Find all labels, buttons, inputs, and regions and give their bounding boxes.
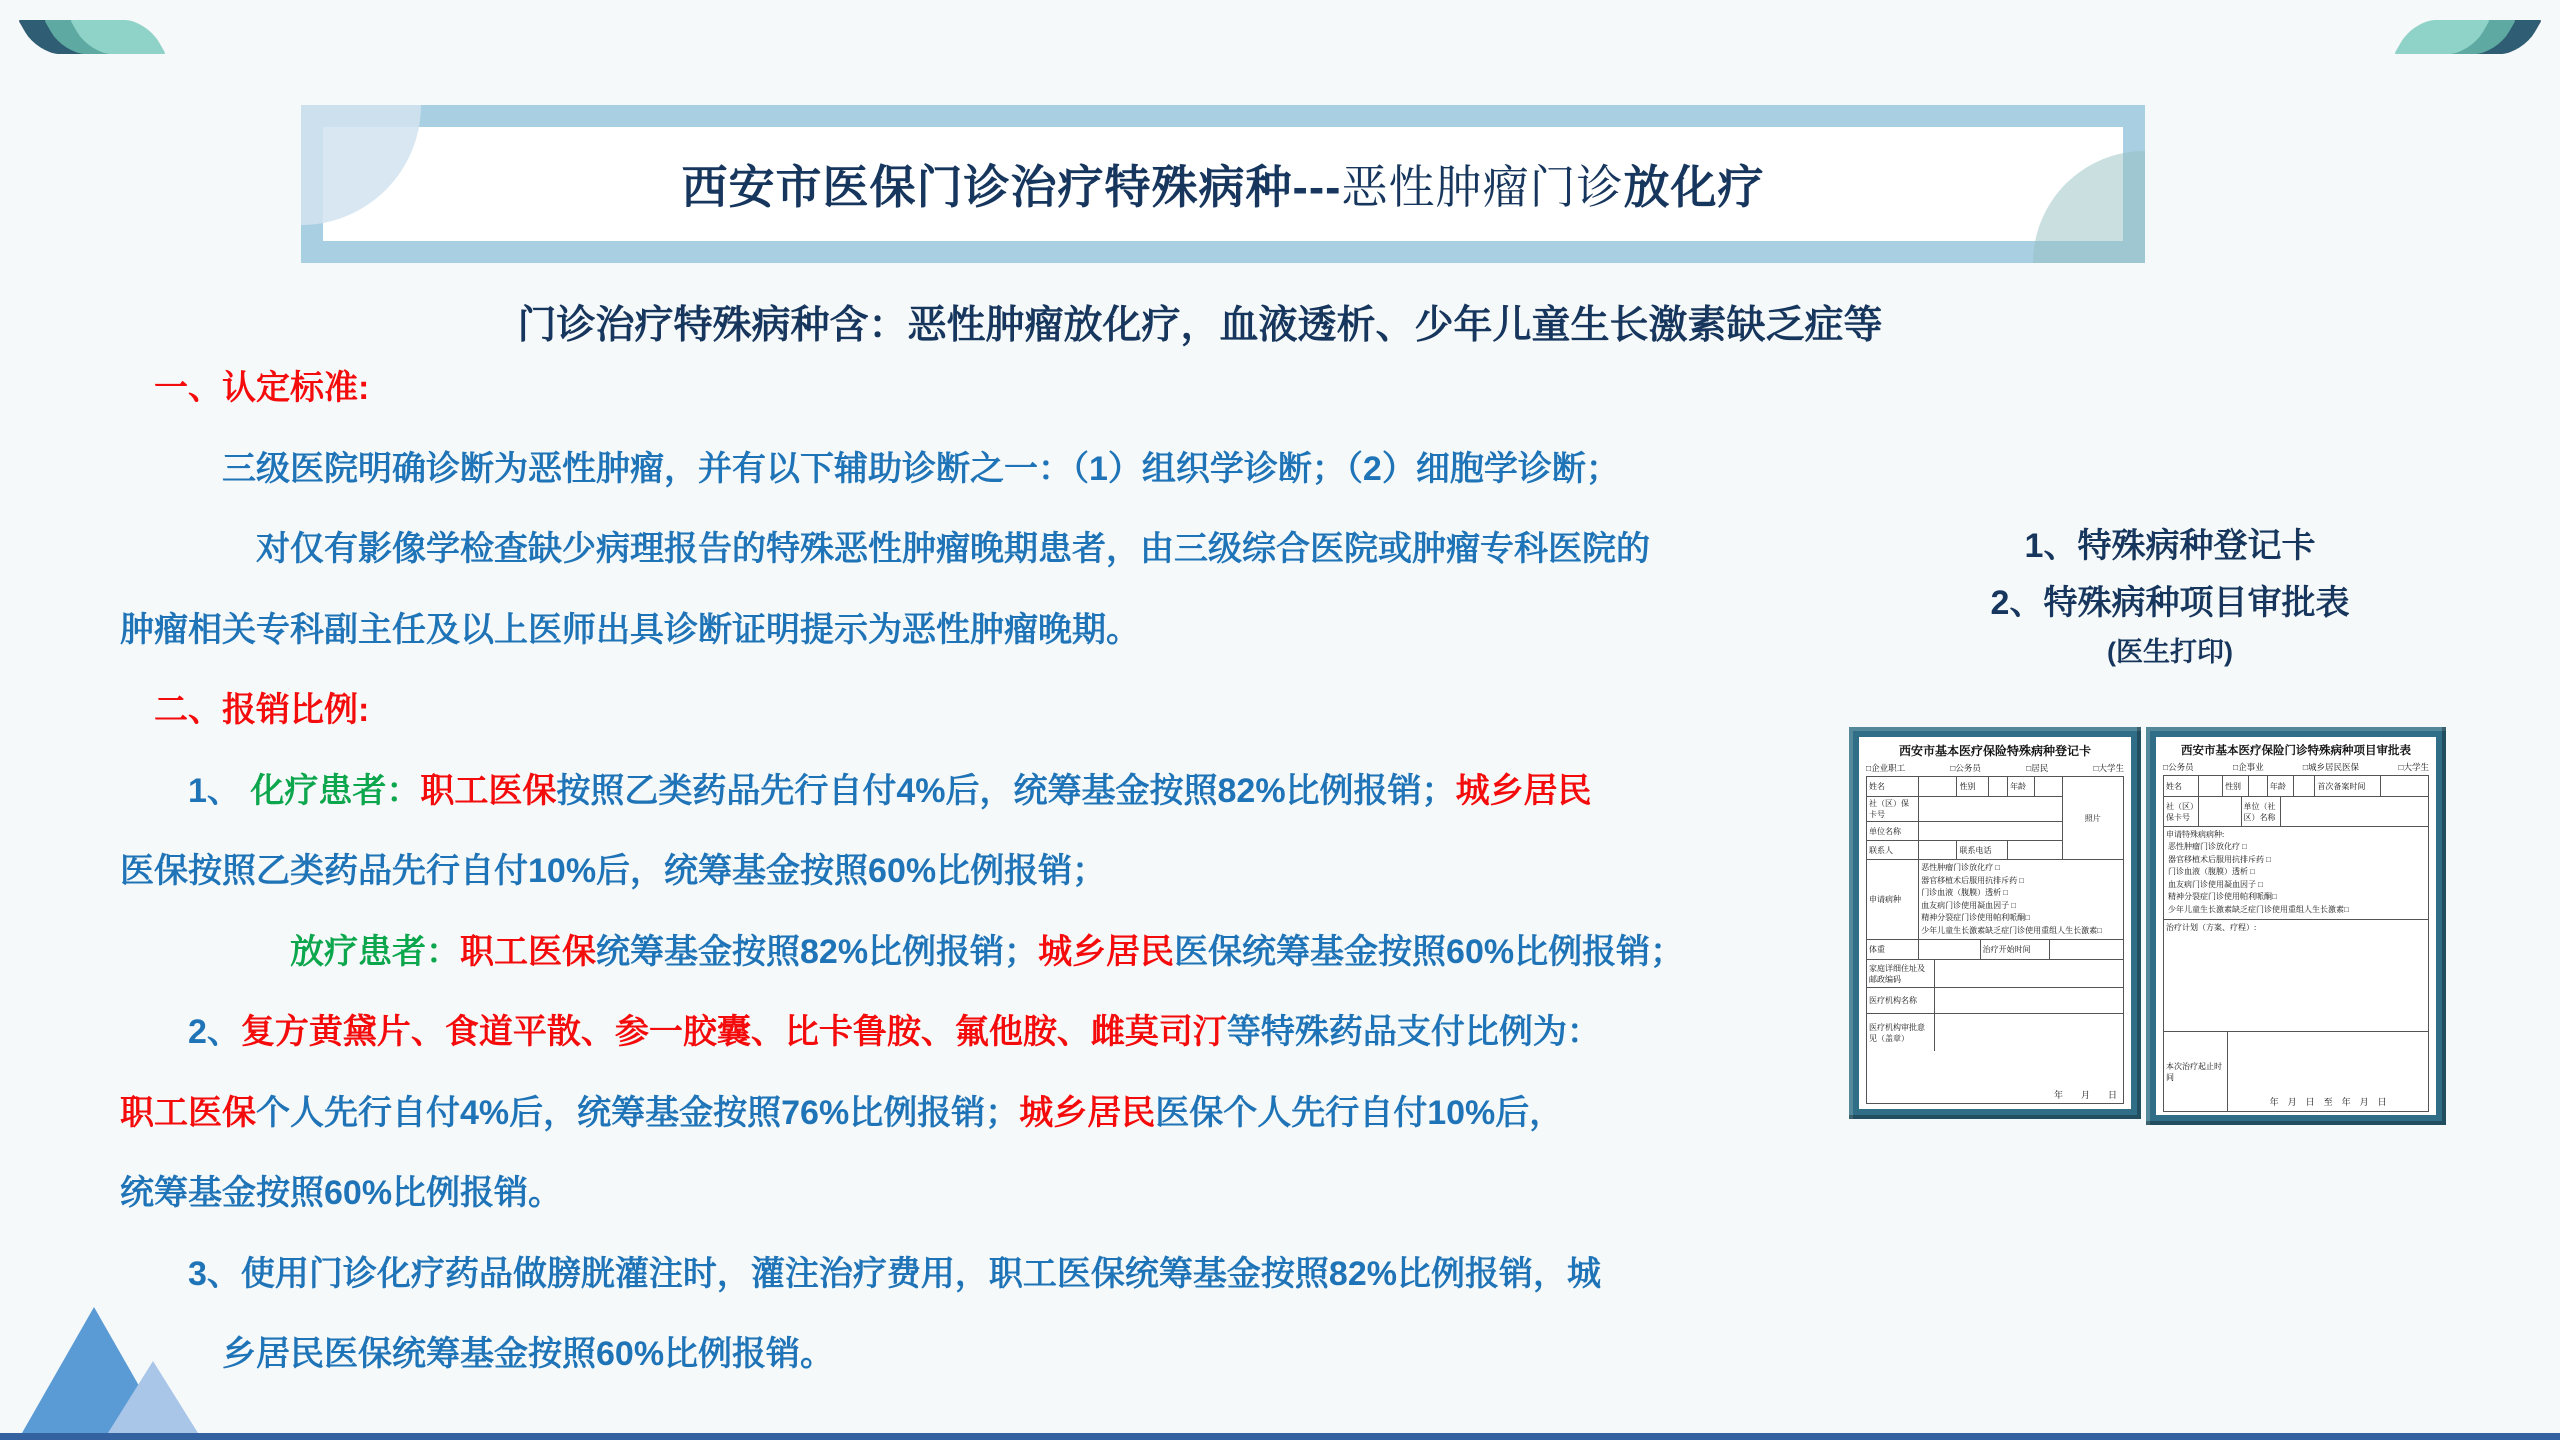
field-disease-label: 申请特殊病病种: [2166,830,2225,839]
text-segment: 对仅有影像学检查缺少病理报告的特殊恶性肿瘤晚期患者，由三级综合医院或肿瘤专科医院的 [120,530,1650,568]
body-line [120,429,1900,510]
field-blank [2280,797,2428,826]
text-segment: 统筹基金按照82%比例报销； [596,932,1039,971]
field-blank [1934,1014,2123,1051]
field-start-time: 治疗开始时间 [1980,940,2049,959]
approval-date-line: 年 月 日 至 年 月 日 [2227,1032,2428,1111]
approval-form-table [2163,775,2429,1112]
field-blank [2293,776,2314,796]
text-segment: 复方黄黛片、食道平散、参一胶囊、比卡鲁胺、氟他胺、雌莫司汀 [240,1013,1227,1051]
approval-form-image [2146,727,2446,1125]
text-segment: 一、认定标准: [120,369,370,407]
field-photo: 照片 [2062,777,2123,859]
field-blank [2034,777,2061,796]
list-item: 少年儿童生长激素缺乏症门诊使用重组人生长激素□ [1921,925,2103,935]
field-employer: 单位（社区）名称 [2241,797,2281,826]
list-item: 精神分裂症门诊使用帕利哌酮□ [1921,913,2031,922]
field-gender: 性别 [1956,777,1987,796]
field-blank [1918,777,1957,796]
bottom-bar [0,1433,2560,1440]
field-approval-opinion: 医疗机构审批意见（盖章） [1869,1022,1925,1043]
body-line [120,509,1900,590]
text-segment: 二、报销比例: [120,691,370,729]
field-age: 年龄 [2267,776,2293,796]
field-hospital: 医疗机构名称 [1869,996,1917,1005]
field-first-record: 首次备案时间 [2314,776,2380,796]
text-segment: 医保个人先行自付10%后， [1155,1093,1564,1132]
body-line [120,590,1900,671]
approval-form-inner [2156,737,2436,1115]
approval-form-categories [2163,761,2429,773]
list-item: 器官移植术后服用抗排斥药 □ [1921,875,2025,885]
registration-card-image [1849,727,2141,1119]
body-line [120,831,1900,912]
side-item-approval-form: 2、特殊病种项目审批表 [1990,584,2350,622]
text-segment: 城乡居民 [1038,932,1175,971]
field-name: 姓名 [2166,781,2182,791]
text-segment: 统筹基金按照60%比例报销。 [120,1174,563,1212]
field-address: 家庭详细住址及邮政编码 [1869,963,1925,984]
field-blank [1918,797,2062,821]
list-item: 器官移植术后服用抗排斥药 □ [2168,854,2271,864]
field-plan-label: 治疗计划（方案、疗程）: [2166,923,2257,932]
text-segment [120,933,290,971]
registration-card-categories [1866,762,2124,774]
disease-list [1918,860,2123,939]
text-segment: 放化疗 [1623,161,1765,213]
list-item: □企业职工 [1866,763,1906,773]
text-segment: 肿瘤相关专科副主任及以上医师出具诊断证明提示为恶性肿瘤晚期。 [120,610,1140,649]
list-item: 门诊血液（腹膜）透析 □ [2168,867,2255,876]
list-item: □公务员 [2163,762,2194,772]
body-line [120,912,1900,993]
list-item: 血友病门诊使用凝血因子 □ [2168,879,2263,889]
field-blank [2198,776,2222,796]
field-weight: 体重 [1869,945,1885,954]
field-blank [2049,940,2123,959]
side-item-registration-card: 1、特殊病种登记卡 [2024,527,2316,565]
field-blank [2248,776,2266,796]
text-segment: 恶性肿瘤门诊 [1341,161,1624,213]
text-segment: 乡居民医保统筹基金按照60%比例报销。 [120,1335,835,1373]
list-item: □企事业 [2232,762,2264,772]
list-item: 恶性肿瘤门诊放化疗 □ [2168,842,2247,851]
field-blank [1934,988,2123,1013]
list-item: □城乡居民医保 [2302,762,2360,772]
field-contact: 联系人 [1869,845,1893,855]
page-title [682,151,1765,217]
field-phone: 联系电话 [1956,841,2007,859]
field-blank [2198,797,2240,826]
field-blank [1918,940,1979,959]
mountain-triangle-small-icon [108,1361,198,1433]
field-blank [2380,776,2428,796]
text-segment: 等特殊药品支付比例为： [1226,1013,1601,1051]
side-note-doctor-print: (医生打印) [2107,637,2233,667]
registration-date-line: 年 月 日 [2053,1090,2117,1100]
body-line [120,751,1900,832]
text-segment: 3、使用门诊化疗药品做膀胱灌注时，灌注治疗费用，职工医保统筹基金按照82%比例报销，城 [120,1254,1601,1293]
title-banner-inner [323,127,2123,241]
field-employer: 单位名称 [1869,826,1901,836]
field-blank [1934,960,2123,987]
subtitle: 门诊治疗特殊病种含：恶性肿瘤放化疗，血液透析、少年儿童生长激素缺乏症等 [517,304,1883,347]
field-blank [1988,777,2007,796]
field-age: 年龄 [2007,777,2034,796]
text-segment: 1、 [120,771,251,810]
list-item: □公务员 [1950,763,1981,773]
field-card-no: 社（区）保卡号 [1869,799,1909,819]
body-line [120,348,1900,429]
field-blank [2007,841,2061,859]
list-item: 恶性肿瘤门诊放化疗 □ [1921,863,2001,872]
text-segment: 化疗患者： [250,771,421,810]
disease-list [2166,840,2426,917]
body-line [120,1234,1900,1315]
registration-card-table [1866,776,2124,1104]
text-segment: 医保统筹基金按照60%比例报销； [1174,932,1685,971]
text-segment: 放疗患者： [290,932,460,971]
text-segment: 职工医保 [120,1093,256,1132]
text-segment: 三级医院明确诊断为恶性肿瘤，并有以下辅助诊断之一：（1）组织学诊断；（2）细胞学诊断； [120,449,1620,488]
list-item: □居民 [2026,763,2049,773]
text-segment: 职工医保 [420,771,557,810]
text-segment: 职工医保 [460,932,596,971]
corner-ribbon-left-icon [28,20,168,54]
text-segment: 2、 [120,1013,241,1051]
list-item: 血友病门诊使用凝血因子 □ [1921,900,2017,910]
text-segment: 西安市医保门诊治疗特殊病种--- [681,161,1342,213]
field-name: 姓名 [1869,782,1885,791]
text-segment: 按照乙类药品先行自付4%后，统筹基金按照82%比例报销； [556,771,1456,810]
side-panel [1880,518,2460,672]
body-line [120,992,1900,1073]
body-line [120,670,1900,751]
list-item: 少年儿童生长激素缺乏症门诊使用重组人生长激素□ [2168,904,2349,914]
title-banner [301,105,2145,263]
field-period-label: 本次治疗起止时间 [2166,1061,2222,1082]
body-line [120,1153,1900,1234]
text-segment: 城乡居民 [1019,1093,1156,1132]
list-item: 门诊血液（腹膜）透析 □ [1921,888,2009,897]
text-segment: 城乡居民 [1455,771,1592,810]
list-item: 精神分裂症门诊使用帕利哌酮□ [2168,892,2277,901]
field-blank [1918,841,1957,859]
approval-form-title: 西安市基本医疗保险门诊特殊病种项目审批表 [2181,745,2411,757]
list-item: □大学生 [2398,762,2429,772]
list-item: □大学生 [2093,763,2124,773]
field-disease-label: 申请病种 [1869,895,1901,904]
text-segment: 个人先行自付4%后，统筹基金按照76%比例报销； [256,1093,1020,1132]
text-segment: 医保按照乙类药品先行自付10%后，统筹基金按照60%比例报销； [120,852,1107,890]
corner-ribbon-right-icon [2392,20,2532,54]
registration-card-title: 西安市基本医疗保险特殊病种登记卡 [1898,744,2091,758]
body-text [120,348,1900,1395]
body-line [120,1073,1900,1154]
body-line [120,1314,1900,1395]
field-blank [1918,822,2062,840]
field-gender: 性别 [2222,776,2248,796]
field-card-no: 社（区）保卡号 [2166,801,2194,822]
registration-card-inner [1859,737,2131,1109]
